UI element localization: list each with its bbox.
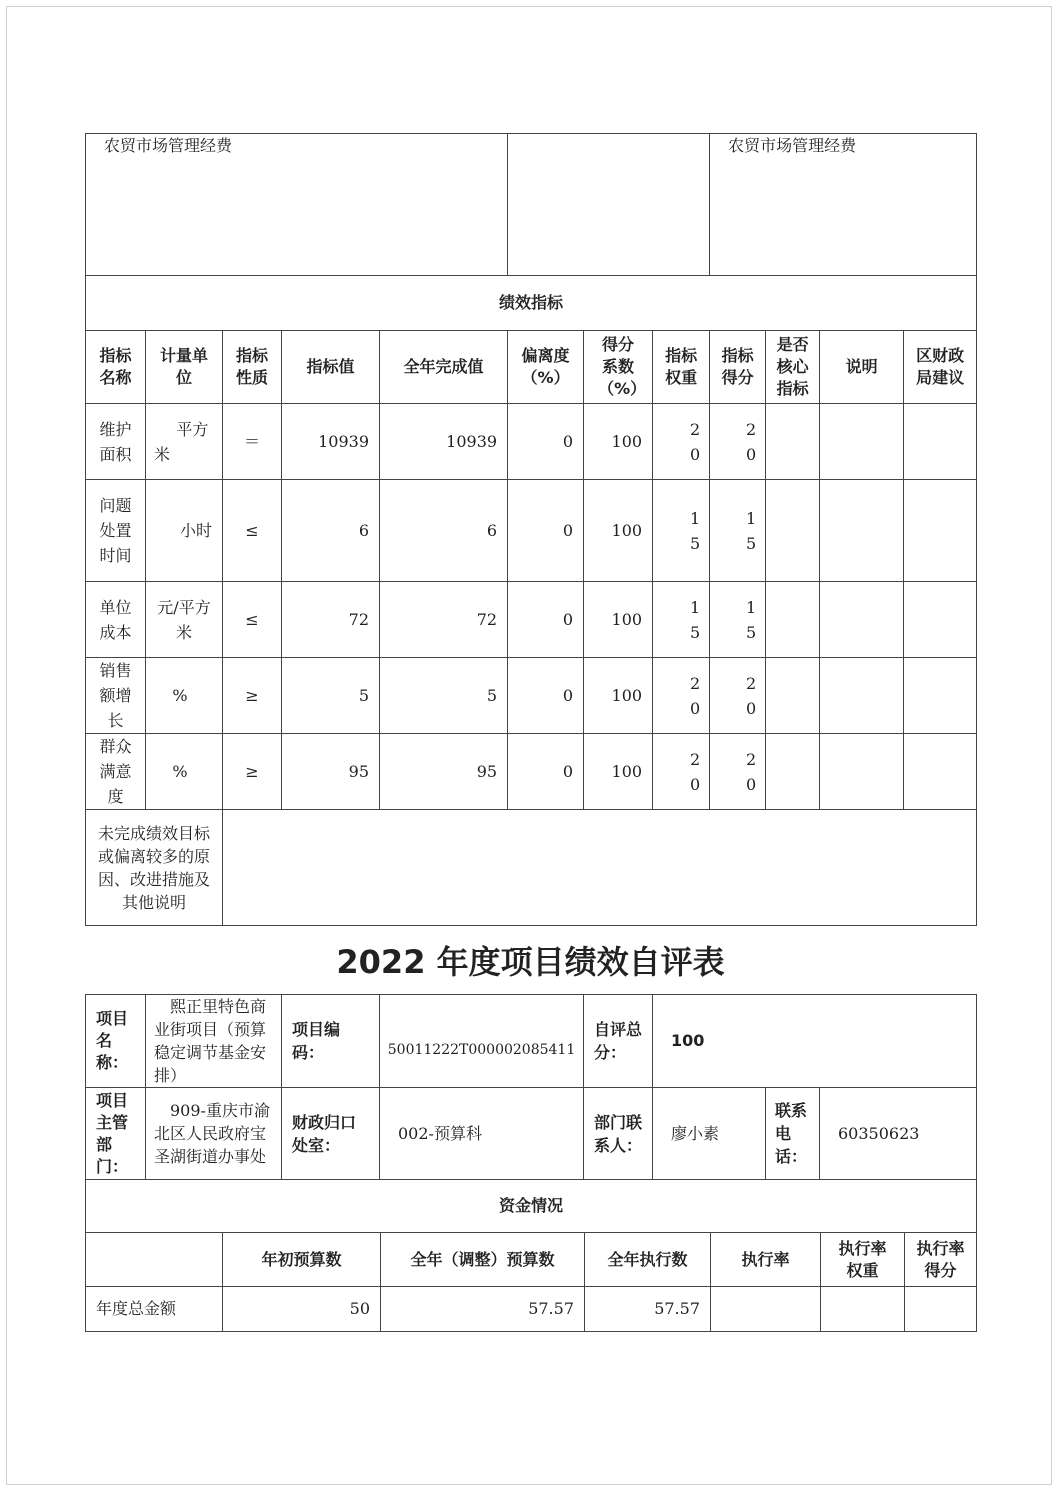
- project-self-evaluation-table: [85, 994, 977, 1233]
- row-actual-value: 72: [380, 582, 508, 658]
- funds-header-executed: 全年执行数: [585, 1233, 711, 1287]
- header-score-coefficient: 得分系数（%）: [584, 331, 653, 404]
- contact-person-label: 部门联系人：: [584, 1088, 653, 1180]
- header-actual-value: 全年完成值: [380, 331, 508, 404]
- row-score-cell: [710, 404, 766, 480]
- performance-indicator-table: [85, 133, 977, 926]
- funds-section-title: 资金情况: [86, 1180, 977, 1233]
- row-weight-cell: [653, 582, 710, 658]
- finance-office-value: 002-预算科: [380, 1088, 584, 1180]
- table-header-row: [86, 331, 977, 404]
- row-nature: ＝: [223, 404, 282, 480]
- row-score-coefficient: 100: [584, 582, 653, 658]
- unfinished-reason-value: [223, 810, 977, 926]
- funds-header-rate: 执行率: [711, 1233, 821, 1287]
- table-row: [86, 658, 977, 734]
- row-unit: %: [146, 734, 223, 810]
- row-deviation: 0: [508, 404, 584, 480]
- row-score: 20: [745, 419, 757, 464]
- table-row: [86, 734, 977, 810]
- row-score: 15: [745, 508, 757, 553]
- row-deviation: 0: [508, 734, 584, 810]
- row-weight-cell: [653, 480, 710, 582]
- project-name-label: 项目名称：: [86, 995, 146, 1088]
- row-weight: 15: [689, 508, 701, 553]
- funds-row-executed: 57.57: [585, 1287, 711, 1332]
- row-core-indicator: [766, 734, 820, 810]
- row-deviation: 0: [508, 658, 584, 734]
- header-weight: 指标权重: [653, 331, 710, 404]
- table-row: [86, 480, 977, 582]
- header-finance-advice: 区财政局建议: [904, 331, 977, 404]
- row-score: 20: [745, 673, 757, 718]
- row-core-indicator: [766, 582, 820, 658]
- row-nature: ≤: [223, 480, 282, 582]
- row-target-value: 5: [282, 658, 380, 734]
- header-deviation: 偏离度（%）: [508, 331, 584, 404]
- funds-header-adjusted: 全年（调整）预算数: [381, 1233, 585, 1287]
- unfinished-reason-label: 未完成绩效目标或偏离较多的原因、改进措施及其他说明: [86, 810, 223, 926]
- top-middle-cell: [508, 134, 710, 276]
- row-actual-value: 95: [380, 734, 508, 810]
- row-finance-advice: [904, 582, 977, 658]
- row-target-value: 95: [282, 734, 380, 810]
- row-unit: 平方米: [146, 404, 223, 480]
- header-note: 说明: [820, 331, 904, 404]
- row-score: 20: [745, 749, 757, 794]
- row-score-cell: [710, 658, 766, 734]
- row-unit: 小时: [146, 480, 223, 582]
- funds-header-rate-weight: 执行率权重: [821, 1233, 905, 1287]
- row-nature: ≥: [223, 734, 282, 810]
- row-score-coefficient: 100: [584, 480, 653, 582]
- phone-label: 联系电话：: [766, 1088, 820, 1180]
- project-code-value: 50011222T000002085411: [380, 995, 584, 1088]
- row-core-indicator: [766, 480, 820, 582]
- row-deviation: 0: [508, 582, 584, 658]
- funds-row-initial: 50: [223, 1287, 381, 1332]
- row-weight-cell: [653, 404, 710, 480]
- table-row: [86, 582, 977, 658]
- row-note: [820, 734, 904, 810]
- row-weight: 15: [689, 597, 701, 642]
- row-actual-value: 6: [380, 480, 508, 582]
- form-title: 2022 年度项目绩效自评表: [336, 943, 725, 981]
- header-nature: 指标性质: [223, 331, 282, 404]
- row-actual-value: 10939: [380, 404, 508, 480]
- project-code-label: 项目编码：: [282, 995, 380, 1088]
- funds-header-blank: [86, 1233, 223, 1287]
- row-target-value: 6: [282, 480, 380, 582]
- finance-office-label: 财政归口处室：: [282, 1088, 380, 1180]
- funds-row-rate-weight: [821, 1287, 905, 1332]
- top-left-cell: 农贸市场管理经费: [86, 134, 508, 276]
- funds-row-label: 年度总金额: [86, 1287, 223, 1332]
- row-score-cell: [710, 480, 766, 582]
- row-weight-cell: [653, 658, 710, 734]
- row-indicator-name: 单位成本: [86, 582, 146, 658]
- funds-row-adjusted: 57.57: [381, 1287, 585, 1332]
- row-indicator-name: 销售额增长: [86, 658, 146, 734]
- row-core-indicator: [766, 404, 820, 480]
- row-actual-value: 5: [380, 658, 508, 734]
- header-score: 指标得分: [710, 331, 766, 404]
- row-target-value: 72: [282, 582, 380, 658]
- funds-row: [86, 1287, 977, 1332]
- row-score-coefficient: 100: [584, 404, 653, 480]
- row-score-cell: [710, 582, 766, 658]
- top-right-cell: 农贸市场管理经费: [710, 134, 977, 276]
- row-score-coefficient: 100: [584, 658, 653, 734]
- row-weight: 20: [689, 749, 701, 794]
- row-nature: ≥: [223, 658, 282, 734]
- row-finance-advice: [904, 480, 977, 582]
- row-indicator-name: 维护面积: [86, 404, 146, 480]
- row-note: [820, 658, 904, 734]
- row-finance-advice: [904, 404, 977, 480]
- header-core-indicator: 是否核心指标: [766, 331, 820, 404]
- header-indicator-name: 指标名称: [86, 331, 146, 404]
- funds-row-rate: [711, 1287, 821, 1332]
- row-note: [820, 582, 904, 658]
- section-title-performance: 绩效指标: [86, 276, 977, 331]
- contact-person-value: 廖小素: [653, 1088, 766, 1180]
- department-value: 909-重庆市渝北区人民政府宝圣湖街道办事处: [146, 1088, 282, 1180]
- row-unit: %: [146, 658, 223, 734]
- row-indicator-name: 问题处置时间: [86, 480, 146, 582]
- row-note: [820, 480, 904, 582]
- row-score: 15: [745, 597, 757, 642]
- row-finance-advice: [904, 658, 977, 734]
- row-note: [820, 404, 904, 480]
- row-target-value: 10939: [282, 404, 380, 480]
- project-name-value: 熙正里特色商业街项目（预算稳定调节基金安排）: [146, 995, 282, 1088]
- header-target-value: 指标值: [282, 331, 380, 404]
- phone-value: 60350623: [820, 1088, 977, 1180]
- funds-header-initial: 年初预算数: [223, 1233, 381, 1287]
- row-score-coefficient: 100: [584, 734, 653, 810]
- row-weight-cell: [653, 734, 710, 810]
- self-score-value: 100: [653, 995, 977, 1088]
- funds-row-rate-score: [905, 1287, 977, 1332]
- header-unit: 计量单位: [146, 331, 223, 404]
- self-score-label: 自评总分：: [584, 995, 653, 1088]
- row-finance-advice: [904, 734, 977, 810]
- department-label: 项目主管部门：: [86, 1088, 146, 1180]
- row-unit: 元/平方米: [146, 582, 223, 658]
- funds-table: [85, 1232, 977, 1332]
- row-nature: ≤: [223, 582, 282, 658]
- row-score-cell: [710, 734, 766, 810]
- funds-header-rate-score: 执行率得分: [905, 1233, 977, 1287]
- row-weight: 20: [689, 419, 701, 464]
- funds-header-row: [86, 1233, 977, 1287]
- row-weight: 20: [689, 673, 701, 718]
- row-core-indicator: [766, 658, 820, 734]
- table-row: [86, 404, 977, 480]
- row-deviation: 0: [508, 480, 584, 582]
- row-indicator-name: 群众满意度: [86, 734, 146, 810]
